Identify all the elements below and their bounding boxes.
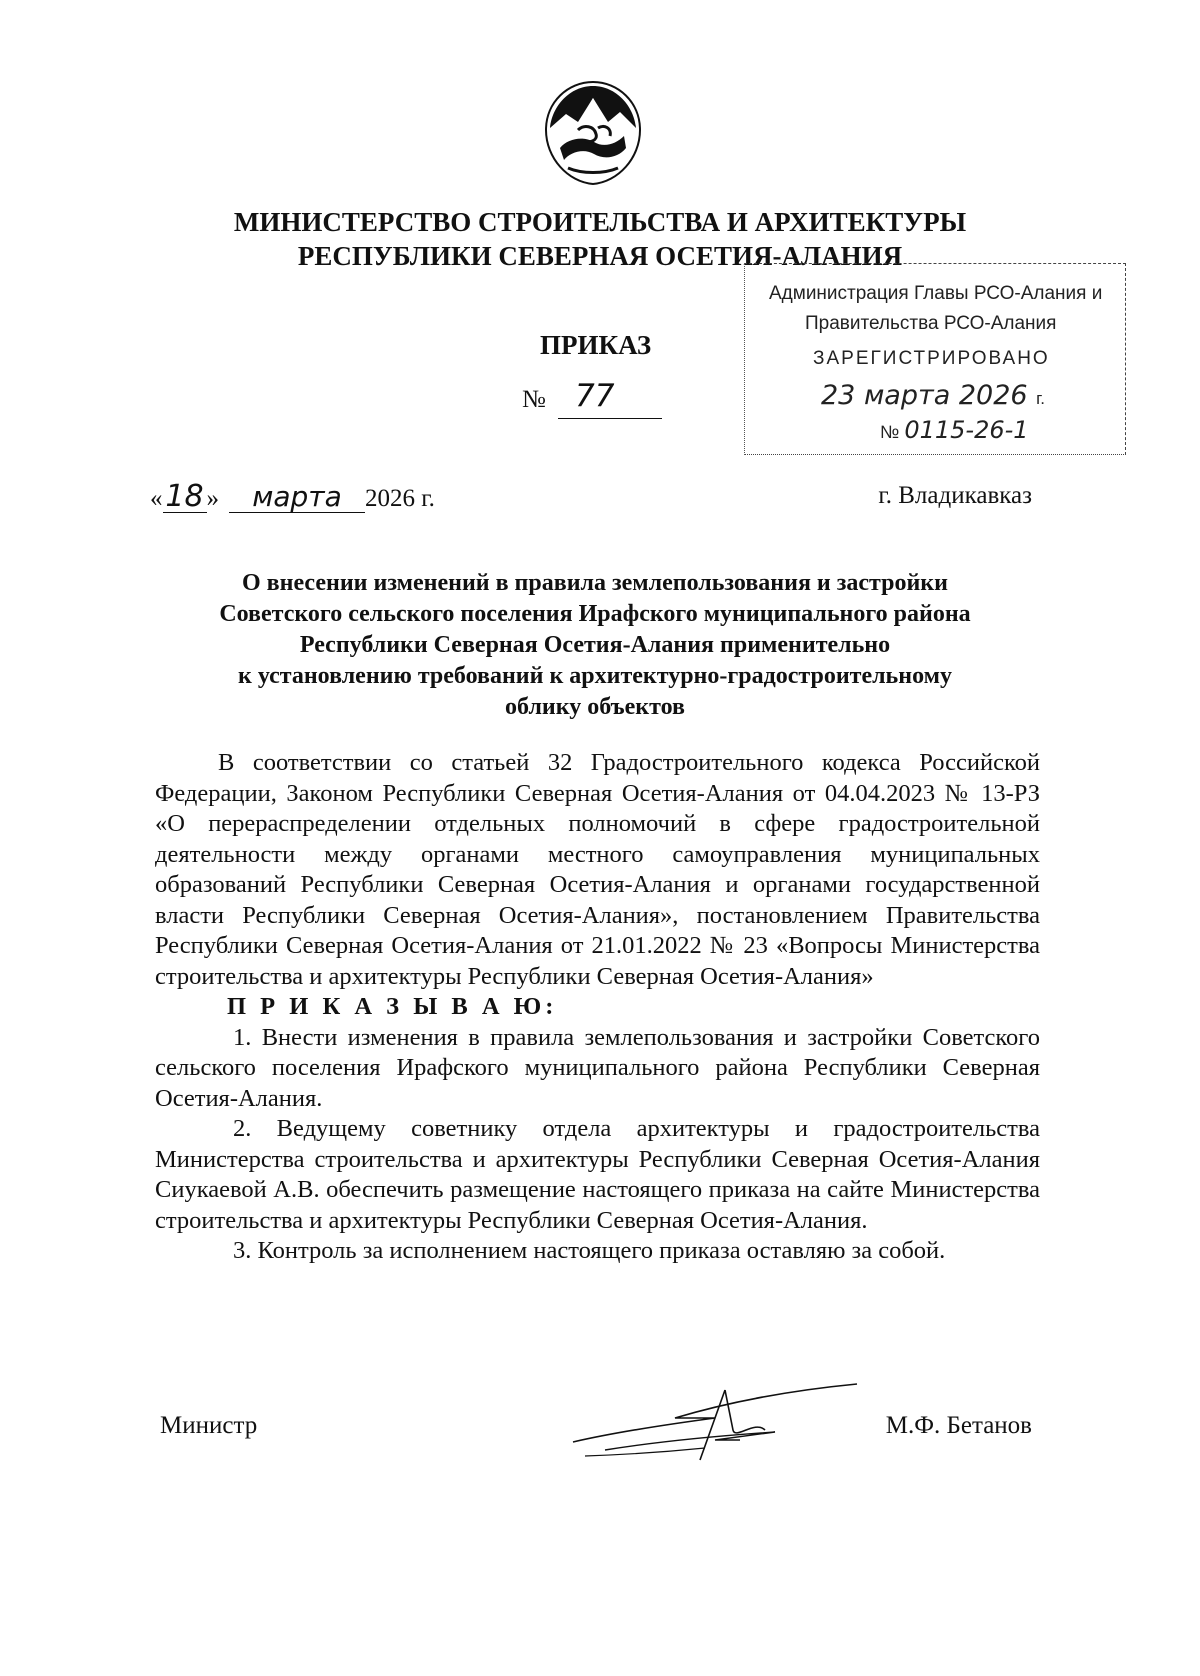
- coat-of-arms-emblem: [538, 78, 648, 188]
- signatory-position: Министр: [160, 1412, 258, 1439]
- order-title: [150, 568, 1040, 723]
- date-close-quote: »: [206, 485, 219, 512]
- stamp-date: [821, 380, 1045, 411]
- title-line: Республики Северная Осетия-Алания применительно: [299, 632, 891, 658]
- stamp-org-line1: Администрация Главы РСО-Алания и: [769, 283, 1103, 304]
- stamp-status: ЗАРЕГИСТРИРОВАНО: [813, 348, 1050, 369]
- date-month: марта: [229, 482, 365, 513]
- title-line: О внесении изменений в правила землепользования и застройки: [242, 570, 948, 596]
- ministry-name-line1: МИНИСТЕРСТВО СТРОИТЕЛЬСТВА И АРХИТЕКТУРЫ: [233, 207, 967, 237]
- preamble-paragraph: В соответствии со статьей 32 Градостроительного кодекса Российской Федерации, Законом Республики Северная Осетия-Алания от 04.04.2023 № 13-РЗ «О перераспределении отдельных полномочий в сфере градостроительной деятельности между органами местного самоуправления муниципальных образований Республики Северная Осетия-Алания и органами государственной власти Республики Северная Осетия-Алания», постановлением Правительства Республики Северная Осетия-Алания от 21.01.2022 № 23 «Вопросы Министерства строительства и архитектуры Республики Северная Осетия-Алания»: [155, 749, 1040, 990]
- order-item-2: 2. Ведущему советнику отдела архитектуры и градостроительства Министерства строительства и архитектуры Республики Северная Осетия-Алания Сиукаевой А.В. обеспечить размещение настоящего приказа на сайте Министерства строительства и архитектуры Республики Северная Осетия-Алания.: [155, 1115, 1040, 1234]
- date-day: 18: [163, 482, 207, 513]
- title-line: к установлению требований к архитектурно-градостроительному: [238, 663, 952, 689]
- order-item-3: 3. Контроль за исполнением настоящего приказа оставляю за собой.: [233, 1237, 946, 1264]
- order-number-value: 77: [575, 378, 615, 414]
- order-item-1: 1. Внести изменения в правила землепользования и застройки Советского сельского поселения Ирафского муниципального района Республики Северная Осетия-Алания.: [155, 1023, 1040, 1112]
- signatory-name: М.Ф. Бетанов: [885, 1412, 1032, 1439]
- stamp-number-value: 0115-26-1: [904, 416, 1029, 444]
- ministry-name-line2: РЕСПУБЛИКИ СЕВЕРНАЯ ОСЕТИЯ-АЛАНИЯ: [297, 241, 903, 271]
- title-line: облику объектов: [505, 694, 685, 720]
- stamp-date-handwritten: 23 марта 2026: [821, 380, 1028, 411]
- city: г. Владикавказ: [878, 482, 1032, 509]
- order-number-label: №: [522, 386, 546, 413]
- document-type: ПРИКАЗ: [540, 330, 652, 360]
- order-date: [150, 479, 435, 514]
- stamp-org-line2: Правительства РСО-Алания: [805, 313, 1057, 334]
- stamp-number: [880, 416, 1029, 444]
- order-number-underline: [558, 418, 662, 419]
- handwritten-signature: [565, 1370, 865, 1470]
- date-year: 2026 г.: [365, 485, 435, 512]
- order-body: [155, 748, 1040, 1267]
- stamp-number-label: №: [880, 422, 900, 442]
- decree-heading: П Р И К А З Ы В А Ю:: [227, 993, 558, 1020]
- title-line: Советского сельского поселения Ирафского муниципального района: [219, 601, 971, 627]
- registration-stamp: [744, 263, 1126, 455]
- date-open-quote: «: [150, 485, 163, 512]
- stamp-year-suffix: г.: [1036, 389, 1046, 408]
